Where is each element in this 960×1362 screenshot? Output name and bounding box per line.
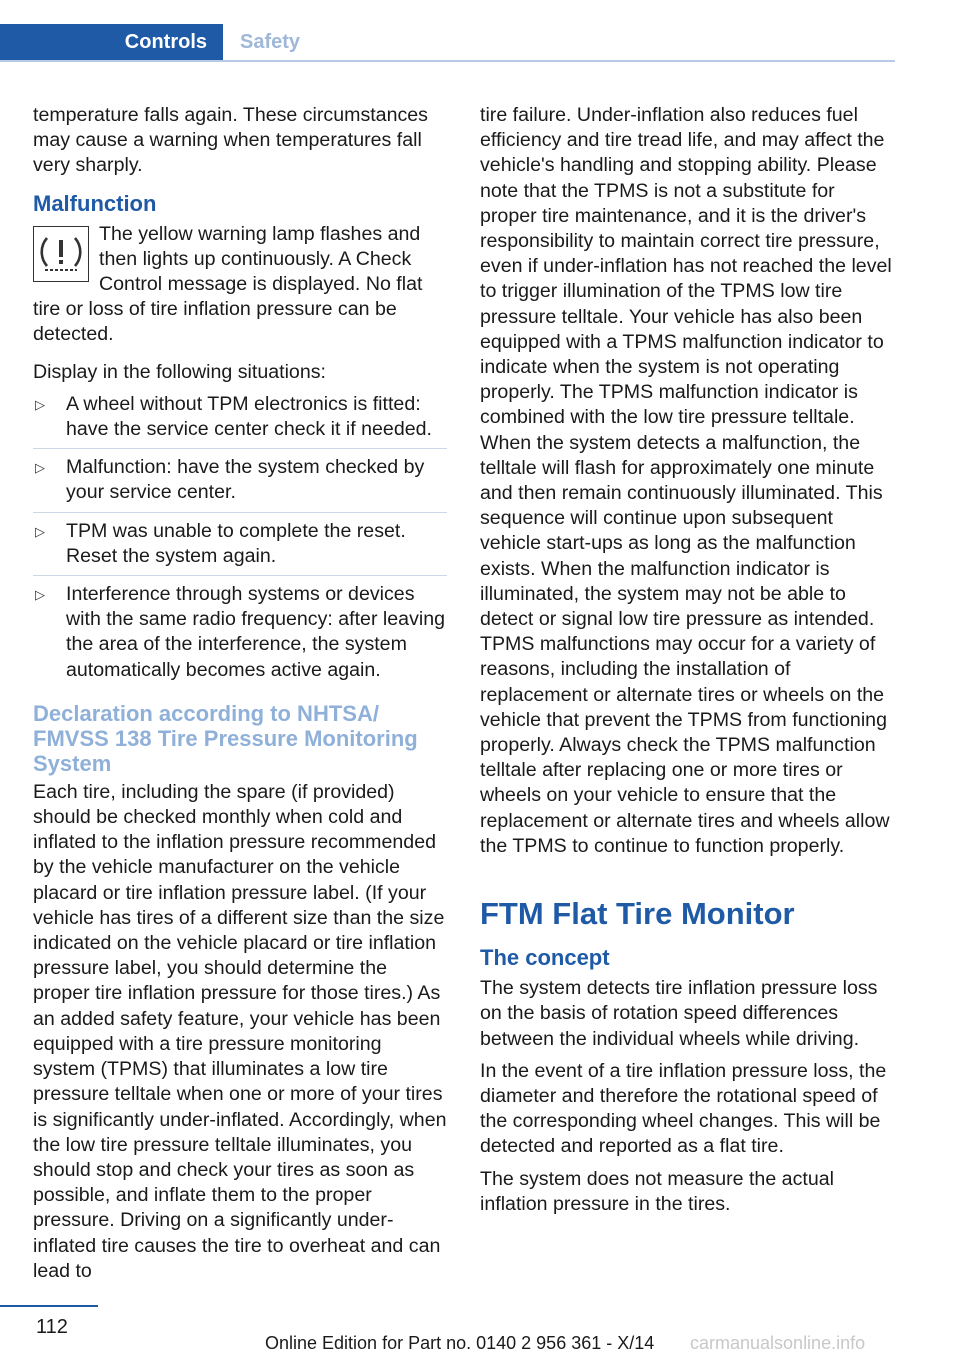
list-item: ▷ Malfunction: have the system checked by your service center. [33,455,447,512]
display-intro: Display in the following situations: [33,360,326,383]
triangle-bullet-icon: ▷ [35,523,45,539]
declaration-heading: Declaration according to NHTSA/ FMVSS 138 Tire Pressure Monitoring System [33,700,418,776]
tire-pressure-warning-icon [33,226,89,282]
malfunction-heading: Malfunction [33,190,157,216]
list-item: ▷ Interference through systems or devices with the same radio frequency: after leaving the area of the interference, the system automatically becomes active again. [35,583,446,681]
page-number: 112 [36,1316,68,1338]
concept-paragraph-3: The system does not measure the actual inflation pressure in the tires. [480,1167,834,1215]
situation-list [33,392,447,689]
right-column [480,103,896,1224]
declaration-text: Each tire, including the spare (if provided) should be checked monthly when cold and inflated to the inflation pressure recommended by the vehicle manufacturer on the vehicle placard or tire inflation pressure label. (If your vehicle has tires of a different size than the size indicated on the vehicle placard or tire inflation pressure label, you should determine the proper tire inflation pressure for those tires.) As an added safety feature, your vehicle has been equipped with a tire pressure monitoring system (TPMS) that illuminates a low tire pressure telltale when one or more of your tires is significantly under-inflated. Accordingly, when the low tire pressure telltale illuminates, you should stop and check your tires as soon as possible, and inflate them to the proper pressure. Driving on a significantly under-inflated tire causes the tire to overheat and can lead to [33,780,447,1282]
malfunction-text: The yellow warning lamp flashes and then lights up continuously. A Check Control message is displayed. No flat tire or loss of tire inflation pressure can be detected. [33,222,423,346]
footer-rule [0,1305,98,1307]
triangle-bullet-icon: ▷ [35,396,45,412]
list-item: ▷ A wheel without TPM electronics is fitted: have the service center check it if needed. [33,392,447,449]
watermark: carmanualsonline.info [690,1333,866,1353]
edition-line: Online Edition for Part no. 0140 2 956 361 - X/14 [265,1333,655,1353]
concept-paragraph-1: The system detects tire inflation pressure loss on the basis of rotation speed differences between the individual wheels while driving. [480,977,878,1050]
list-item: ▷ TPM was unable to complete the reset. Reset the system again. [33,519,447,576]
header-rule [0,60,895,62]
triangle-bullet-icon: ▷ [35,587,45,603]
ftm-heading: FTM Flat Tire Monitor [480,896,795,932]
concept-heading: The concept [480,945,610,971]
intro-paragraph: temperature falls again. These circumstances may cause a warning when temperatures fall very sharply. [33,104,428,177]
tab-safety[interactable]: Safety [240,30,301,53]
continuation-paragraph: tire failure. Under-inflation also reduces fuel efficiency and tire tread life, and may affect the vehicle's handling and stopping ability. Please note that the TPMS is not a substitute for proper tire maintenance, and it is the driver's responsibility to maintain correct tire pressure, even if under-inflation has not reached the level to trigger illumination of the TPMS low tire pressure telltale. Your vehicle has also been equipped with a TPMS malfunction indicator to indicate when the system is not operating properly. The TPMS malfunction indicator is combined with the low tire pressure telltale. When the system detects a malfunction, the telltale will flash for approximately one minute and then remain continuously illuminated. This sequence will continue upon subsequent vehicle start-ups as long as the malfunction exists. When the malfunction indicator is illuminated, the system may not be able to detect or signal low tire pressure as intended. TPMS malfunctions may occur for a variety of reasons, including the installation of replacement or alternate tires or wheels on the vehicle that prevent the TPMS from functioning properly. Always check the TPMS malfunction telltale after replacing one or more tires or wheels on your vehicle to ensure that the replacement or alternate tires and wheels allow the TPMS to continue to function properly. [480,104,892,857]
triangle-bullet-icon: ▷ [35,460,45,476]
malfunction-block [33,222,447,348]
left-column [33,103,447,1291]
tab-controls[interactable]: Controls [0,24,223,60]
header [0,24,895,62]
concept-paragraph-2: In the event of a tire inflation pressure loss, the diameter and therefore the rotational speed of the corresponding wheel changes. This will be detected and reported as a flat tire. [480,1059,887,1158]
